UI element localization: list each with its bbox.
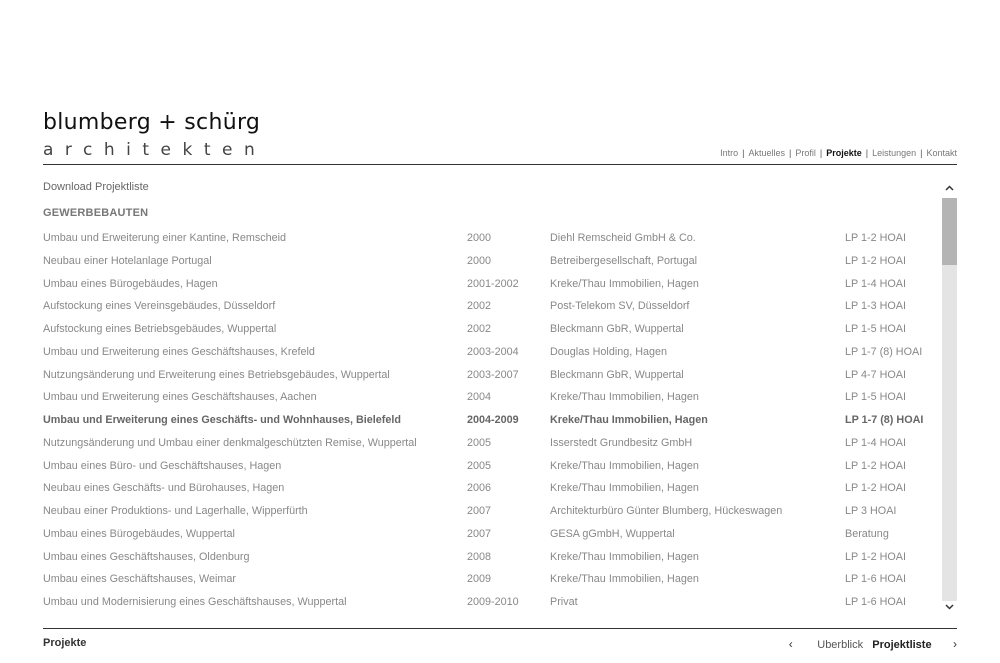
table-row <box>43 412 940 435</box>
project-client: Diehl Remscheid GmbH & Co. <box>550 232 696 244</box>
project-name: Umbau eines Geschäftshauses, Weimar <box>43 573 237 586</box>
table-row <box>43 298 940 321</box>
project-phases: LP 1-3 HOAI <box>845 300 907 313</box>
project-name: Aufstockung eines Vereinsgebäudes, Düsseldorf <box>43 300 276 313</box>
logo-title[interactable]: blumberg + schürg <box>43 110 261 135</box>
project-phases: LP 1-7 (8) HOAI <box>845 414 924 426</box>
project-client: Bleckmann GbR, Wuppertal <box>550 368 684 381</box>
project-name: Umbau eines Bürogebäudes, Wuppertal <box>43 527 235 540</box>
project-year: 2003-2004 <box>467 345 519 358</box>
project-year: 2008 <box>467 550 492 563</box>
scrollbar[interactable] <box>942 182 957 615</box>
logo-subtitle: architekten <box>43 140 267 160</box>
nav-separator: | <box>742 148 745 158</box>
footer-divider <box>43 628 957 629</box>
project-year: 2004-2009 <box>467 414 519 426</box>
table-row <box>43 344 940 367</box>
chevron-down-icon[interactable] <box>942 601 957 615</box>
project-phases: LP 1-5 HOAI <box>845 323 907 335</box>
project-phases: LP 1-2 HOAI <box>845 550 907 563</box>
table-row <box>43 230 940 253</box>
section-heading: GEWERBEBAUTEN <box>43 207 149 219</box>
project-name: Umbau und Erweiterung einer Kantine, Remscheid <box>43 232 287 244</box>
project-name: Nutzungsänderung und Erweiterung eines Betriebsgebäudes, Wuppertal <box>43 368 390 381</box>
table-row <box>43 480 940 503</box>
project-phases: LP 4-7 HOAI <box>845 368 907 381</box>
table-row <box>43 276 940 299</box>
project-name: Neubau einer Hotelanlage Portugal <box>43 254 212 267</box>
project-client: Privat <box>550 596 578 608</box>
project-phases: Beratung <box>845 527 889 540</box>
project-year: 2007 <box>467 505 492 517</box>
nav-item-projekte[interactable]: Projekte <box>826 148 862 158</box>
project-client: Kreke/Thau Immobilien, Hagen <box>550 391 699 404</box>
main-nav <box>720 148 957 158</box>
nav-separator: | <box>920 148 923 158</box>
nav-item-leistungen[interactable]: Leistungen <box>872 148 917 158</box>
project-name: Umbau und Erweiterung eines Geschäftshauses, Aachen <box>43 391 317 404</box>
project-phases: LP 1-7 (8) HOAI <box>845 345 923 358</box>
table-row <box>43 458 940 481</box>
project-phases: LP 1-2 HOAI <box>845 232 907 244</box>
project-client: Kreke/Thau Immobilien, Hagen <box>550 277 699 290</box>
project-client: Douglas Holding, Hagen <box>550 345 668 358</box>
project-year: 2001-2002 <box>467 277 519 290</box>
project-client: Isserstedt Grundbesitz GmbH <box>550 436 693 449</box>
project-name: Umbau eines Bürogebäudes, Hagen <box>43 277 218 290</box>
project-table <box>43 230 940 617</box>
project-client: Kreke/Thau Immobilien, Hagen <box>550 459 699 472</box>
project-year: 2006 <box>467 482 492 495</box>
nav-separator: | <box>865 148 869 158</box>
project-name: Umbau eines Geschäftshauses, Oldenburg <box>43 550 250 563</box>
chevron-left-icon[interactable]: ‹ <box>788 637 793 651</box>
nav-item-profil[interactable]: Profil <box>795 148 816 158</box>
nav-item-intro[interactable]: Intro <box>720 148 739 158</box>
table-row <box>43 253 940 276</box>
download-project-list-link[interactable]: Download Projektliste <box>43 181 149 193</box>
project-year: 2007 <box>467 527 492 540</box>
project-year: 2005 <box>467 459 492 472</box>
project-year: 2005 <box>467 436 492 449</box>
table-row <box>43 571 940 594</box>
table-row <box>43 367 940 390</box>
project-phases: LP 1-2 HOAI <box>845 459 907 472</box>
table-row <box>43 435 940 458</box>
project-name: Umbau und Erweiterung eines Geschäftshauses, Krefeld <box>43 345 315 358</box>
project-phases: LP 1-2 HOAI <box>845 254 907 267</box>
nav-item-aktuelles[interactable]: Aktuelles <box>748 148 785 158</box>
project-phases: LP 3 HOAI <box>845 505 897 517</box>
project-name: Umbau und Erweiterung eines Geschäfts- und Wohnhauses, Bielefeld <box>43 414 401 426</box>
scrollbar-track[interactable] <box>942 198 957 601</box>
project-year: 2000 <box>467 254 492 267</box>
project-phases: LP 1-2 HOAI <box>845 482 907 495</box>
project-client: GESA gGmbH, Wuppertal <box>550 527 675 540</box>
project-name: Nutzungsänderung und Umbau einer denkmalgeschützten Remise, Wuppertal <box>43 436 417 449</box>
project-phases: LP 1-5 HOAI <box>845 391 907 404</box>
project-year: 2000 <box>467 232 492 244</box>
nav-item-kontakt[interactable]: Kontakt <box>926 148 957 158</box>
chevron-right-icon[interactable]: › <box>953 637 957 651</box>
overview-link[interactable]: Uberblick <box>817 639 864 651</box>
project-name: Umbau und Modernisierung eines Geschäftshauses, Wuppertal <box>43 596 347 608</box>
chevron-up-icon[interactable] <box>942 182 957 196</box>
project-client: Architekturbüro Günter Blumberg, Hückeswagen <box>550 505 783 517</box>
project-client: Post-Telekom SV, Düsseldorf <box>550 300 690 313</box>
nav-separator: | <box>789 148 792 158</box>
project-year: 2002 <box>467 323 492 335</box>
table-row <box>43 503 940 526</box>
table-row <box>43 549 940 572</box>
table-row <box>43 526 940 549</box>
project-list-panel <box>43 168 957 618</box>
project-client: Betreibergesellschaft, Portugal <box>550 254 698 267</box>
project-year: 2009 <box>467 573 492 586</box>
project-client: Kreke/Thau Immobilien, Hagen <box>550 573 699 586</box>
project-phases: LP 1-4 HOAI <box>845 277 907 290</box>
project-name: Neubau einer Produktions- und Lagerhalle, Wipperfürth <box>43 505 308 517</box>
project-name: Aufstockung eines Betriebsgebäudes, Wuppertal <box>43 323 277 335</box>
project-phases: LP 1-6 HOAI <box>845 573 907 586</box>
project-client: Bleckmann GbR, Wuppertal <box>550 323 684 335</box>
project-client: Kreke/Thau Immobilien, Hagen <box>550 414 708 426</box>
table-row <box>43 389 940 412</box>
project-year: 2002 <box>467 300 492 313</box>
footer-section-label: Projekte <box>43 637 87 649</box>
project-year: 2009-2010 <box>467 596 519 608</box>
project-name: Umbau eines Büro- und Geschäftshauses, Hagen <box>43 459 282 472</box>
nav-separator: | <box>819 148 823 158</box>
table-row <box>43 594 940 617</box>
project-phases: LP 1-4 HOAI <box>845 436 907 449</box>
project-year: 2004 <box>467 391 492 404</box>
project-year: 2003-2007 <box>467 368 519 381</box>
current-view-link[interactable]: Projektliste <box>872 639 932 651</box>
project-client: Kreke/Thau Immobilien, Hagen <box>550 482 699 495</box>
header-divider <box>43 164 957 165</box>
footer-nav <box>789 637 957 651</box>
project-name: Neubau eines Geschäfts- und Bürohauses, Hagen <box>43 482 285 495</box>
scrollbar-thumb[interactable] <box>942 198 957 265</box>
project-client: Kreke/Thau Immobilien, Hagen <box>550 550 699 563</box>
table-row <box>43 321 940 344</box>
project-phases: LP 1-6 HOAI <box>845 596 907 608</box>
